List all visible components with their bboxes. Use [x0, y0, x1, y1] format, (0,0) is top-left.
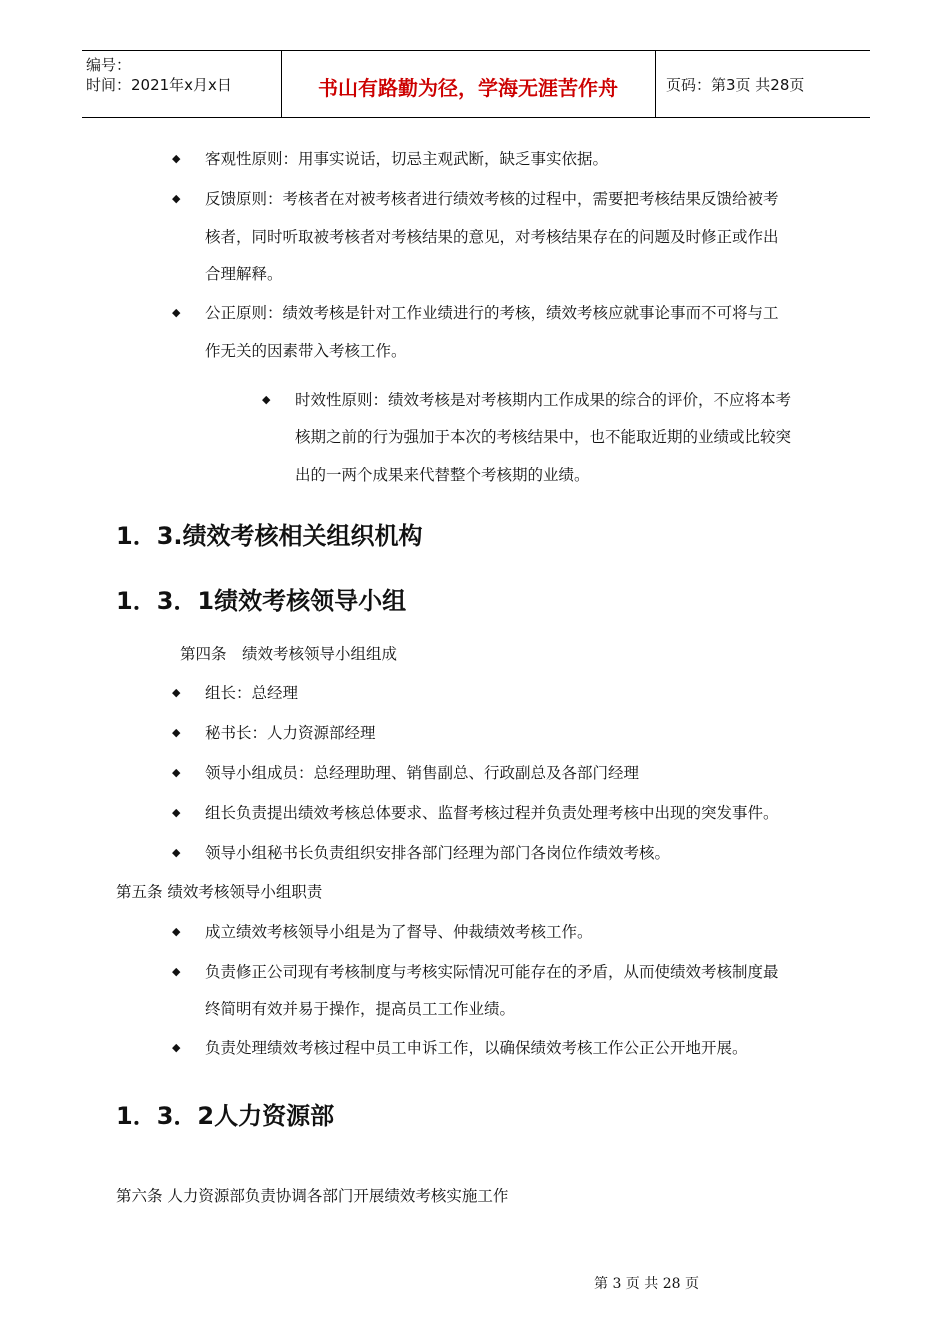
- bullet-icon: ◆: [172, 152, 181, 165]
- duty-item: 负责处理绩效考核过程中员工申诉工作，以确保绩效考核工作公正公开地开展。: [205, 1039, 748, 1057]
- header-meta: [86, 55, 232, 95]
- section-heading-1-3-2: 1．3．2人力资源部: [116, 1102, 335, 1130]
- bullet-icon: ◆: [172, 192, 181, 205]
- bullet-icon: ◆: [172, 1041, 181, 1054]
- principle-timeliness-line: 时效性原则：绩效考核是对考核期内工作成果的综合的评价，不应将本考: [295, 391, 792, 409]
- principle-timeliness-line: 核期之前的行为强加于本次的考核结果中，也不能取近期的业绩或比较突: [295, 428, 792, 446]
- composition-item: 组长负责提出绩效考核总体要求、监督考核过程并负责处理考核中出现的突发事件。: [205, 804, 779, 822]
- bullet-icon: ◆: [172, 846, 181, 859]
- principle-timeliness-line: 出的一两个成果来代替整个考核期的业绩。: [295, 466, 590, 484]
- header-page-info: 页码：第3页 共28页: [666, 76, 805, 94]
- header-bottom-rule: [82, 117, 870, 118]
- composition-item: 领导小组成员：总经理助理、销售副总、行政副总及各部门经理: [205, 764, 640, 782]
- page-footer: 第 3 页 共 28 页: [594, 1276, 699, 1292]
- bullet-icon: ◆: [172, 306, 181, 319]
- article-6-title: 第六条 人力资源部负责协调各部门开展绩效考核实施工作: [116, 1187, 509, 1205]
- principle-feedback-line: 合理解释。: [205, 265, 283, 283]
- composition-item: 秘书长：人力资源部经理: [205, 724, 376, 742]
- section-heading-1-3: 1．3.绩效考核相关组织机构: [116, 522, 423, 550]
- bullet-icon: ◆: [172, 766, 181, 779]
- article-5-title: 第五条 绩效考核领导小组职责: [116, 883, 323, 901]
- principle-fairness-line: 作无关的因素带入考核工作。: [205, 342, 407, 360]
- principle-objective: 客观性原则：用事实说话，切忌主观武断，缺乏事实依据。: [205, 150, 609, 168]
- bullet-icon: ◆: [172, 686, 181, 699]
- principle-feedback-line: 核者，同时听取被考核者对考核结果的意见，对考核结果存在的问题及时修正或作出: [205, 228, 779, 246]
- principle-feedback-line: 反馈原则：考核者在对被考核者进行绩效考核的过程中，需要把考核结果反馈给被考: [205, 190, 779, 208]
- header-motto: 书山有路勤为径，学海无涯苦作舟: [318, 76, 618, 100]
- section-heading-1-3-1: 1．3．1绩效考核领导小组: [116, 587, 407, 615]
- principle-fairness-line: 公正原则：绩效考核是针对工作业绩进行的考核，绩效考核应就事论事而不可将与工: [205, 304, 779, 322]
- bullet-icon: ◆: [172, 965, 181, 978]
- page-header: [82, 50, 870, 118]
- bullet-icon: ◆: [172, 925, 181, 938]
- header-top-rule: [82, 50, 870, 51]
- composition-item: 组长：总经理: [205, 684, 299, 702]
- composition-item: 领导小组秘书长负责组织安排各部门经理为部门各岗位作绩效考核。: [205, 844, 671, 862]
- document-date: 时间：2021年x月x日: [86, 76, 232, 94]
- duty-item-line: 终简明有效并易于操作，提高员工工作业绩。: [205, 1000, 516, 1018]
- article-4-title: 第四条 绩效考核领导小组组成: [180, 645, 398, 663]
- bullet-icon: ◆: [262, 393, 271, 406]
- document-number-label: 编号：: [86, 56, 132, 74]
- duty-item: 成立绩效考核领导小组是为了督导、仲裁绩效考核工作。: [205, 923, 593, 941]
- bullet-icon: ◆: [172, 726, 181, 739]
- bullet-icon: ◆: [172, 806, 181, 819]
- header-divider-right: [655, 50, 656, 118]
- duty-item-line: 负责修正公司现有考核制度与考核实际情况可能存在的矛盾，从而使绩效考核制度最: [205, 963, 779, 981]
